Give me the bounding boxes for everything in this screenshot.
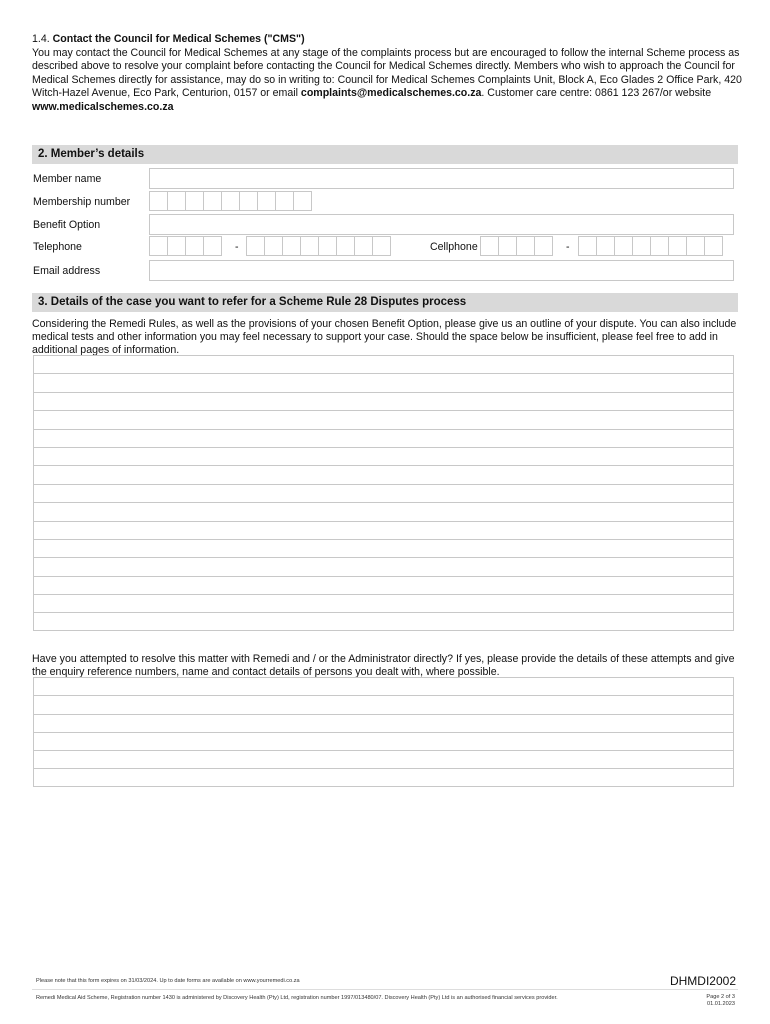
form-code: DHMDI2002 [669, 974, 736, 988]
membership-number-field[interactable] [149, 191, 311, 211]
footer-divider [32, 989, 738, 990]
digit-cell[interactable] [264, 236, 283, 256]
text-line[interactable] [34, 733, 733, 751]
digit-cell[interactable] [300, 236, 319, 256]
digit-cell[interactable] [354, 236, 373, 256]
digit-cell[interactable] [149, 236, 168, 256]
digit-cell[interactable] [149, 191, 168, 211]
telephone-dash: - [235, 241, 239, 253]
cms-website-link[interactable]: www.medicalschemes.co.za [32, 100, 174, 113]
text-line[interactable] [34, 696, 733, 714]
section-2-header: 2. Member’s details [32, 145, 738, 164]
digit-cell[interactable] [372, 236, 391, 256]
text-line[interactable] [34, 466, 733, 484]
digit-cell[interactable] [650, 236, 669, 256]
digit-cell[interactable] [498, 236, 517, 256]
digit-cell[interactable] [185, 191, 204, 211]
benefit-option-field[interactable] [149, 214, 734, 235]
digit-cell[interactable] [167, 191, 186, 211]
digit-cell[interactable] [221, 191, 240, 211]
digit-cell[interactable] [167, 236, 186, 256]
expiry-note: Please note that this form expires on 31/03/2024. Up to date forms are available on www.yourremedi.co.za [36, 978, 300, 984]
dispute-outline-textarea[interactable] [33, 355, 734, 631]
email-address-field[interactable] [149, 260, 734, 281]
resolution-question: Have you attempted to resolve this matter with Remedi and / or the Administrator directly? If yes, please provide the details of these attempts and give the enquiry reference numbers, name and contact details of persons you dealt with, where possible. [32, 653, 735, 679]
cellphone-label: Cellphone [430, 241, 478, 253]
member-name-field[interactable] [149, 168, 734, 189]
benefit-option-label: Benefit Option [33, 219, 101, 231]
legal-notice: Remedi Medical Aid Scheme, Registration number 1430 is administered by Discovery Health (Pty) Ltd, registration number 1997/013480/07. Discovery Health (Pty) Ltd is an authorised financial services provider. [36, 995, 558, 1001]
text-line[interactable] [34, 522, 733, 540]
digit-cell[interactable] [203, 191, 222, 211]
cms-text-2: . Customer care centre: 0861 123 267/or website [481, 87, 712, 100]
text-line[interactable] [34, 769, 733, 787]
digit-cell[interactable] [246, 236, 265, 256]
member-name-label: Member name [33, 173, 102, 185]
resolution-attempts-textarea[interactable] [33, 677, 734, 787]
text-line[interactable] [34, 613, 733, 631]
text-line[interactable] [34, 503, 733, 521]
digit-cell[interactable] [516, 236, 535, 256]
text-line[interactable] [34, 577, 733, 595]
cms-email-link[interactable]: complaints@medicalschemes.co.za [300, 87, 482, 100]
digit-cell[interactable] [282, 236, 301, 256]
telephone-number-field[interactable] [246, 236, 390, 256]
digit-cell[interactable] [534, 236, 553, 256]
digit-cell[interactable] [686, 236, 705, 256]
text-line[interactable] [34, 595, 733, 613]
text-line[interactable] [34, 448, 733, 466]
digit-cell[interactable] [480, 236, 499, 256]
cms-contact-section [32, 33, 742, 115]
text-line[interactable] [34, 751, 733, 769]
digit-cell[interactable] [596, 236, 615, 256]
text-line[interactable] [34, 715, 733, 733]
section-3-header: 3. Details of the case you want to refer for a Scheme Rule 28 Disputes process [32, 293, 738, 312]
telephone-label: Telephone [33, 241, 82, 253]
digit-cell[interactable] [578, 236, 597, 256]
text-line[interactable] [34, 356, 733, 374]
digit-cell[interactable] [293, 191, 312, 211]
digit-cell[interactable] [632, 236, 651, 256]
membership-number-label: Membership number [33, 196, 131, 208]
email-address-label: Email address [33, 265, 101, 277]
digit-cell[interactable] [668, 236, 687, 256]
digit-cell[interactable] [239, 191, 258, 211]
telephone-code-field[interactable] [149, 236, 221, 256]
cms-heading: Contact the Council for Medical Schemes ("CMS") [52, 33, 305, 45]
text-line[interactable] [34, 485, 733, 503]
cellphone-number-field[interactable] [578, 236, 722, 256]
digit-cell[interactable] [614, 236, 633, 256]
digit-cell[interactable] [203, 236, 222, 256]
digit-cell[interactable] [704, 236, 723, 256]
digit-cell[interactable] [275, 191, 294, 211]
digit-cell[interactable] [336, 236, 355, 256]
text-line[interactable] [34, 393, 733, 411]
cellphone-dash: - [566, 241, 570, 253]
text-line[interactable] [34, 558, 733, 576]
digit-cell[interactable] [318, 236, 337, 256]
form-date: 01.01.2023 [707, 1000, 735, 1007]
cellphone-code-field[interactable] [480, 236, 552, 256]
cms-text: You may contact the Council for Medical Schemes at any stage of the complaints process but are encouraged to follow the internal Scheme process as described above to resolve your complaint before contacting the Council for Medical Schemes directly. Members who wish to approach the Council for Medical Schemes directly for assistance, may do so in writing to: Council for Medical Schemes Complaints Unit, Block A, Eco Glades 2 Office Park, 420 Witch-Hazel Avenue, Eco Park, Centurion, 0157 or email [32, 46, 742, 100]
page-number: Page 2 of 3 [706, 994, 735, 1000]
text-line[interactable] [34, 540, 733, 558]
text-line[interactable] [34, 430, 733, 448]
digit-cell[interactable] [185, 236, 204, 256]
digit-cell[interactable] [257, 191, 276, 211]
text-line[interactable] [34, 411, 733, 429]
dispute-instructions: Considering the Remedi Rules, as well as the provisions of your chosen Benefit Option, please give us an outline of your dispute. You can also include medical tests and other information you may feel necessary to support your case. Should the space below be insufficient, please feel free to add in additional pages of information. [32, 318, 737, 357]
text-line[interactable] [34, 374, 733, 392]
text-line[interactable] [34, 678, 733, 696]
page-info [706, 994, 735, 1007]
section-number: 1.4. [32, 33, 50, 45]
